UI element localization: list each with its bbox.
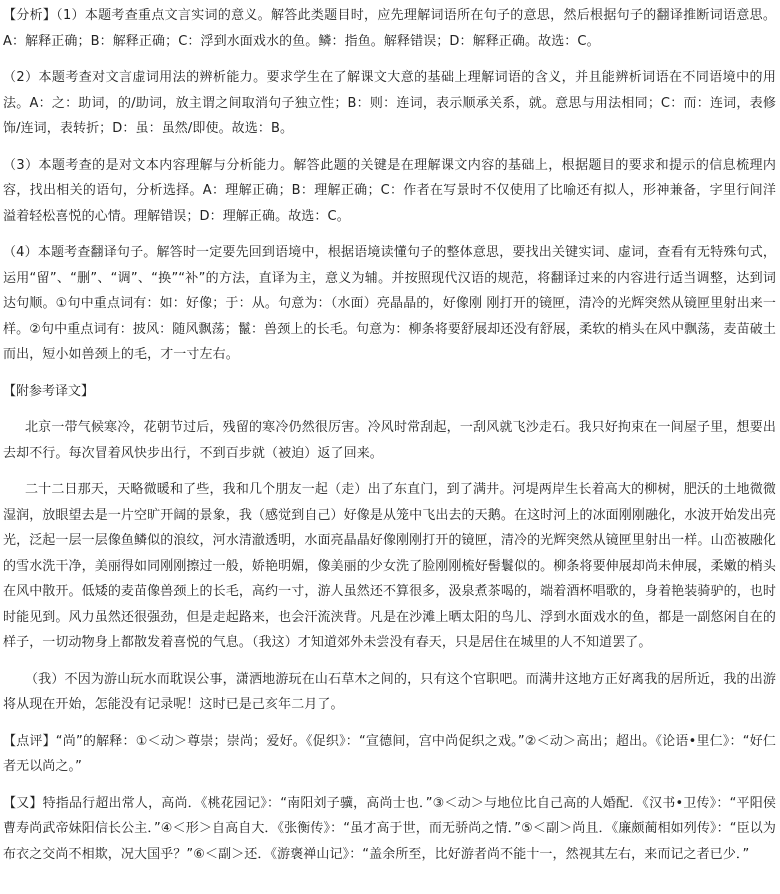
analysis-section (3, 3, 776, 368)
translation-paragraph-2: 二十二日那天，天略微暖和了些，我和几个朋友一起（走）出了东直门，到了满井。河堤两岸生长着高大的柳树，肥沃的土地微微湿润，放眼望去是一片空旷开阔的景象，我（感觉到自己）好像是从笼中飞出去的天鹅。在这时河上的冰面刚刚融化，水波开始发出亮光，泛起一层一层像鱼鳞似的浪纹，河水清澈透明，水面亮晶晶好像刚刚打开的镜匣，清冷的光辉突然从镜匣里射出一样。山峦被融化的雪水洗干净，美丽得如同刚刚擦过一般，娇艳明媚，像美丽的少女洗了脸刚刚梳好髻鬟似的。柳条将要伸展却尚未伸展，柔嫩的梢头在风中散开。低矮的麦苗像兽颈上的长毛，高约一寸，游人虽然还不算很多，汲泉煮茶喝的，端着酒杯唱歌的，身着艳装骑驴的，也时时能见到。风力虽然还很强劲，但是走起路来，也会汗流浃背。凡是在沙滩上晒太阳的鸟儿、浮到水面戏水的鱼，都是一副悠闲自在的样子，一切动物身上都散发着喜悦的气息。（我这）才知道郊外未尝没有春天，只是居住在城里的人不知道罢了。 (3, 482, 776, 650)
translation-paragraph-3: （我）不因为游山玩水而耽误公事，潇洒地游玩在山石草木之间的，只有这个官职吧。而满井这地方正好离我的居所近，我的出游将从现在开始，怎能没有记录呢！这时已是己亥年二月了。 (3, 671, 776, 712)
translation-paragraph-1: 北京一带气候寒冷，花朝节过后，残留的寒冷仍然很厉害。冷风时常刮起，一刮风就飞沙走石。我只好拘束在一间屋子里，想要出去却不行。每次冒着风快步出行，不到百步就（被迫）返了回来。 (3, 420, 776, 461)
comment-paragraph: 【点评】“尚”的解释：①＜动＞尊崇；崇尚；爱好。《促织》：“宣德间，宫中尚促织之戏。”②＜动＞高出；超出。《论语•里仁》：“好仁者无以尚之。” (3, 733, 776, 774)
comment-extension-paragraph: 【又】特指品行超出常人，高尚．《桃花园记》：“南阳刘子骥，高尚士也．”③＜动＞与地位比自己高的人婚配．《汉书•卫传》：“平阳侯曹寿尚武帝妹阳信长公主．”④＜形＞自高自大．《张衡传》：“虽才高于世，而无骄尚之情．”⑤＜副＞尚且．《廉颇蔺相如列传》：“臣以为布衣之交尚不相欺，况大国乎？”⑥＜副＞还．《游褒禅山记》：“盖余所至，比好游者尚不能十一，然视其左右，来而记之者已少．” (3, 795, 776, 862)
analysis-part-3: （3）本题考查的是对文本内容理解与分析能力。解答此题的关键是在理解课文内容的基础上，根据题目的要求和提示的信息梳理内容，找出相关的语句，分析选择。A：理解正确；B：理解正确；C：作者在写景时不仅使用了比喻还有拟人，形神兼备，字里行间洋溢着轻松喜悦的心情。理解错误；D：理解正确。故选：C。 (3, 157, 776, 224)
comment-section (3, 729, 776, 868)
analysis-part-4: （4）本题考查翻译句子。解答时一定要先回到语境中，根据语境读懂句子的整体意思，要找出关键实词、虚词，查看有无特殊句式，运用“留”、“删”、“调”、“换”“补”的方法，直译为主，意义为辅。并按照现代汉语的规范，将翻译过来的内容进行适当调整，达到词达句顺。①句中重点词有：如：好像；于：从。句意为：（水面）亮晶晶的，好像刚 刚打开的镜匣，清冷的光辉突然从镜匣里射出来一样。②句中重点词有：披风：随风飘荡；鬣：兽颈上的长毛。句意为：柳条将要舒展却还没有舒展，柔软的梢头在风中飘荡，麦苗破土而出，短小如兽颈上的毛，才一寸左右。 (3, 245, 776, 362)
translation-heading: 【附参考译文】 (3, 383, 95, 399)
translation-section (3, 379, 776, 718)
analysis-part-1: 【分析】（1）本题考查重点文言实词的意义。解答此类题目时，应先理解词语所在句子的意思，然后根据句子的翻译推断词语意思。A：解释正确；B：解释正确；C：浮到水面戏水的鱼。鳞：指鱼。解释错误；D：解释正确。故选：C。 (3, 8, 776, 49)
analysis-part-2: （2）本题考查对文言虚词用法的辨析能力。要求学生在了解课文大意的基础上理解词语的含义，并且能辨析词语在不同语境中的用法。A：之：助词，的/助词，放主谓之间取消句子独立性；B：则：连词，表示顺承关系，就。意思与用法相同；C：而：连词，表修饰/连词，表转折；D：虽：虽然/即使。故选：B。 (3, 70, 776, 136)
